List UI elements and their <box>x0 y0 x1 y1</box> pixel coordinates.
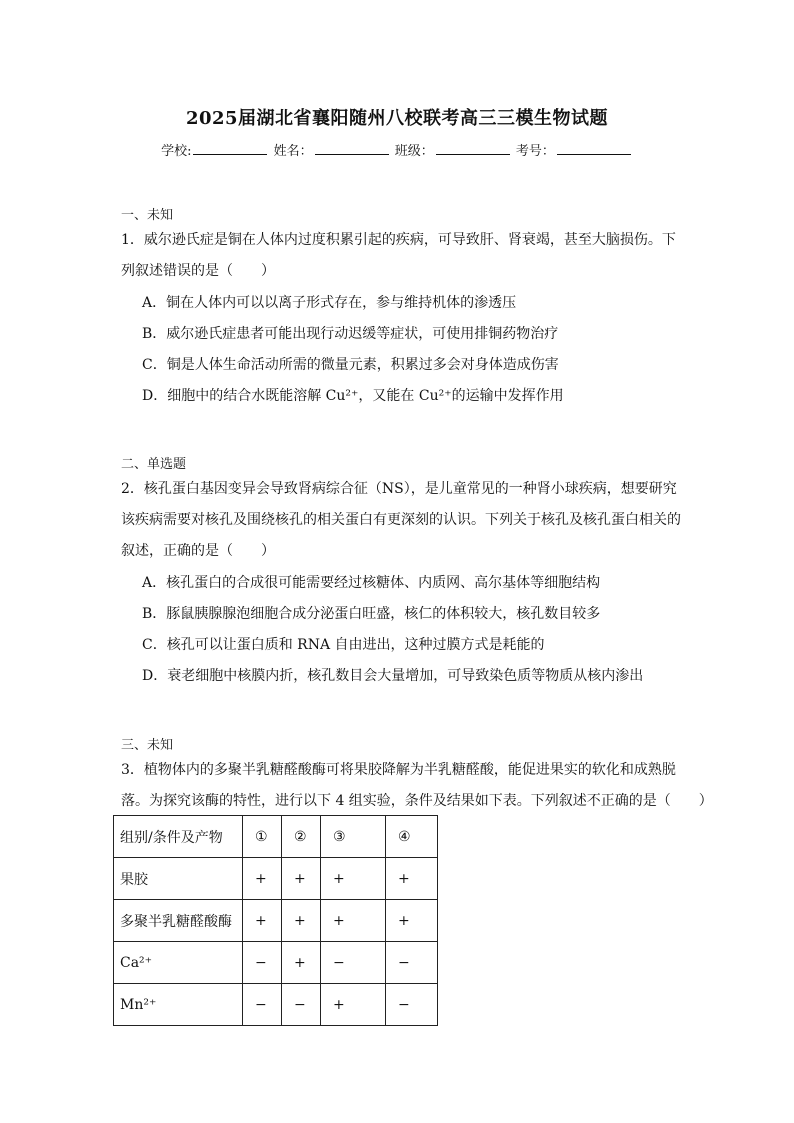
q1-stem-line: 列叙述错误的是（ ） <box>121 263 275 279</box>
table-cell: + <box>243 900 282 942</box>
table-cell: − <box>321 942 386 984</box>
section-heading-1: 一、未知 <box>121 208 174 223</box>
table-cell: − <box>282 984 321 1026</box>
number-blank[interactable] <box>557 142 631 155</box>
q2-stem-line: 叙述，正确的是（ ） <box>121 543 275 559</box>
table-cell: + <box>386 900 438 942</box>
table-cell: − <box>243 984 282 1026</box>
table-cell: + <box>386 858 438 900</box>
q2-stem-line: 2．核孔蛋白基因变异会导致肾病综合征（NS），是儿童常见的一种肾小球疾病，想要研究 <box>121 481 677 497</box>
table-header-cell: 组别/条件及产物 <box>114 816 243 858</box>
table-cell: − <box>386 942 438 984</box>
class-blank[interactable] <box>436 142 510 155</box>
q3-stem-line: 3．植物体内的多聚半乳糖醛酸酶可将果胶降解为半乳糖醛酸，能促进果实的软化和成熟脱 <box>121 762 676 778</box>
table-row <box>114 942 438 984</box>
table-header-cell: ① <box>243 816 282 858</box>
table-cell: − <box>386 984 438 1026</box>
name-blank[interactable] <box>315 142 389 155</box>
table-row <box>114 900 438 942</box>
table-cell: 果胶 <box>114 858 243 900</box>
table-row <box>114 984 438 1026</box>
q1-option-c: C．铜是人体生命活动所需的微量元素，积累过多会对身体造成伤害 <box>142 357 559 373</box>
name-label: 姓名： <box>273 144 313 159</box>
table-row <box>114 858 438 900</box>
section-heading-2: 二、单选题 <box>121 457 187 472</box>
page-title: 2025届湖北省襄阳随州八校联考高三三模生物试题 <box>185 108 609 129</box>
table-cell: + <box>282 858 321 900</box>
table-cell: Ca²⁺ <box>114 942 243 984</box>
q2-option-c: C．核孔可以让蛋白质和 RNA 自由进出，这种过膜方式是耗能的 <box>142 637 545 653</box>
table-cell: + <box>282 942 321 984</box>
q1-stem-line: 1．威尔逊氏症是铜在人体内过度积累引起的疾病，可导致肝、肾衰竭，甚至大脑损伤。下 <box>121 232 676 248</box>
q1-option-b: B．威尔逊氏症患者可能出现行动迟缓等症状，可使用排铜药物治疗 <box>142 326 559 342</box>
table-cell: 多聚半乳糖醛酸酶 <box>114 900 243 942</box>
table-cell: + <box>321 858 386 900</box>
table-cell: + <box>321 984 386 1026</box>
table-cell: + <box>243 858 282 900</box>
table-cell: Mn²⁺ <box>114 984 243 1026</box>
table-header-row <box>114 816 438 858</box>
table-header-cell: ④ <box>386 816 438 858</box>
q3-results-table <box>113 815 438 1026</box>
q2-option-b: B．豚鼠胰腺腺泡细胞合成分泌蛋白旺盛，核仁的体积较大，核孔数目较多 <box>142 606 601 622</box>
table-cell: + <box>282 900 321 942</box>
class-label: 班级： <box>394 144 434 159</box>
q1-option-d: D．细胞中的结合水既能溶解 Cu²⁺，又能在 Cu²⁺的运输中发挥作用 <box>142 388 564 404</box>
student-info-line <box>0 140 794 159</box>
q1-option-a: A．铜在人体内可以以离子形式存在，参与维持机体的渗透压 <box>142 295 517 311</box>
school-label: 学校: <box>161 144 192 159</box>
table-header-cell: ② <box>282 816 321 858</box>
q2-option-d: D．衰老细胞中核膜内折，核孔数目会大量增加，可导致染色质等物质从核内渗出 <box>142 668 644 684</box>
q2-option-a: A．核孔蛋白的合成很可能需要经过核糖体、内质网、高尔基体等细胞结构 <box>142 575 601 591</box>
table-cell: + <box>321 900 386 942</box>
table-cell: − <box>243 942 282 984</box>
section-heading-3: 三、未知 <box>121 738 174 753</box>
school-blank[interactable] <box>193 142 267 155</box>
q2-stem-line: 该疾病需要对核孔及围绕核孔的相关蛋白有更深刻的认识。下列关于核孔及核孔蛋白相关的 <box>121 512 681 528</box>
number-label: 考号： <box>515 144 555 159</box>
q3-stem-line: 落。为探究该酶的特性，进行以下 4 组实验，条件及结果如下表。下列叙述不正确的是（ ） <box>121 793 713 809</box>
table-header-cell: ③ <box>321 816 386 858</box>
